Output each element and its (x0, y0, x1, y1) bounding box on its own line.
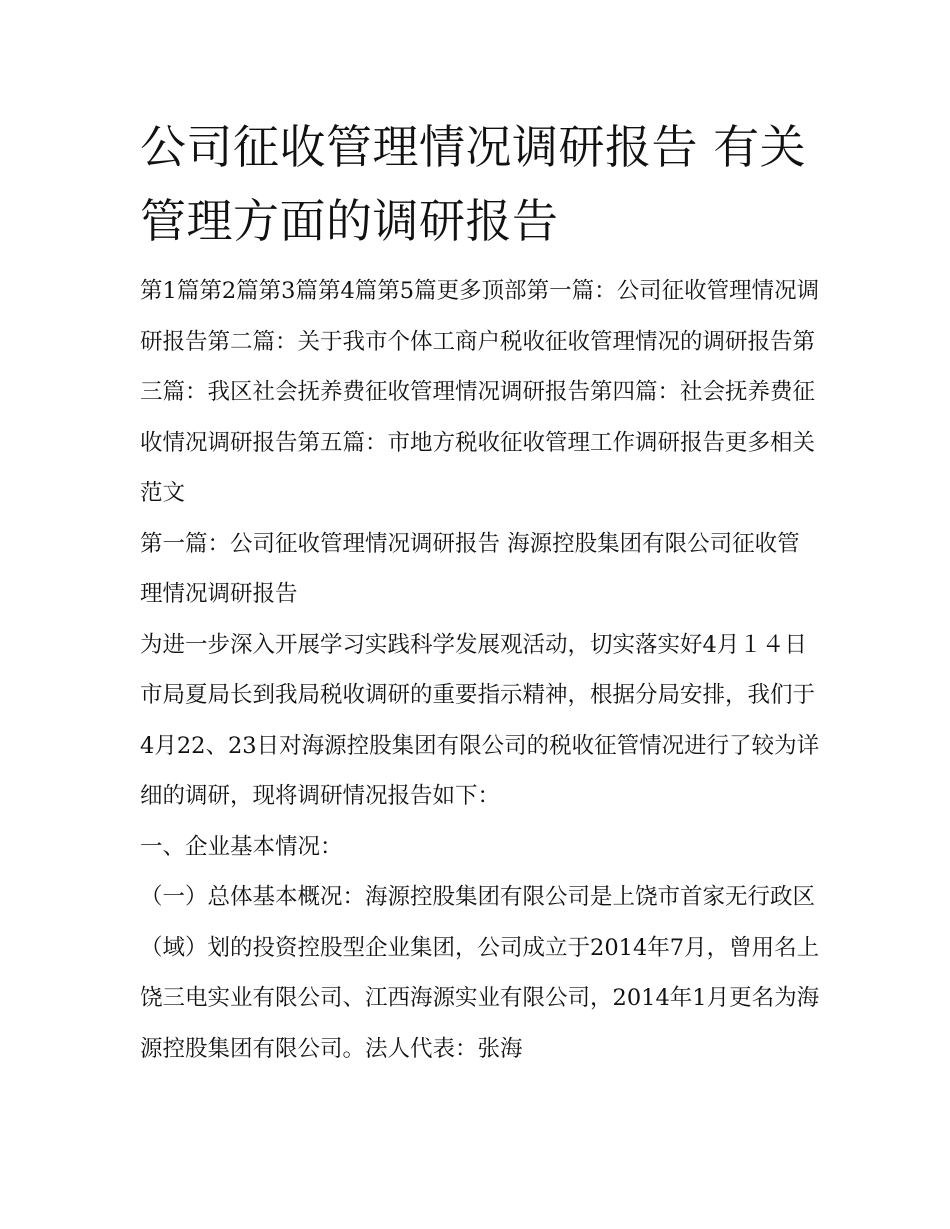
intro-paragraph: 为进一步深入开展学习实践科学发展观活动，切实落实好4月１４日市局夏局长到我局税收调研的重要指示精神，根据分局安排，我们于4月22、23日对海源控股集团有限公司的税收征管情况进行了较为详细的调研，现将调研情况报告如下： (140, 631, 820, 809)
section-one-heading: 一、企业基本情况： (140, 833, 343, 860)
section-heading-paragraph: 第一篇：公司征收管理情况调研报告 海源控股集团有限公司征收管理情况调研报告 (140, 530, 800, 607)
company-overview-paragraph: （一）总体基本概况：海源控股集团有限公司是上饶市首家无行政区（域）划的投资控股型企业集团，公司成立于2014年7月，曾用名上饶三电实业有限公司、江西海源实业有限公司，2014年1月更名为海源控股集团有限公司。法人代表：张海 (140, 884, 820, 1062)
table-of-contents-paragraph: 第1篇第2篇第3篇第4篇第5篇更多顶部第一篇：公司征收管理情况调研报告第二篇：关于我市个体工商户税收征收管理情况的调研报告第三篇：我区社会抚养费征收管理情况调研报告第四篇：社会抚养费征收情况调研报告第五篇：市地方税收征收管理工作调研报告更多相关范文 (140, 278, 820, 506)
document-body (140, 110, 820, 1074)
document-title: 公司征收管理情况调研报告 有关管理方面的调研报告 (140, 120, 807, 248)
